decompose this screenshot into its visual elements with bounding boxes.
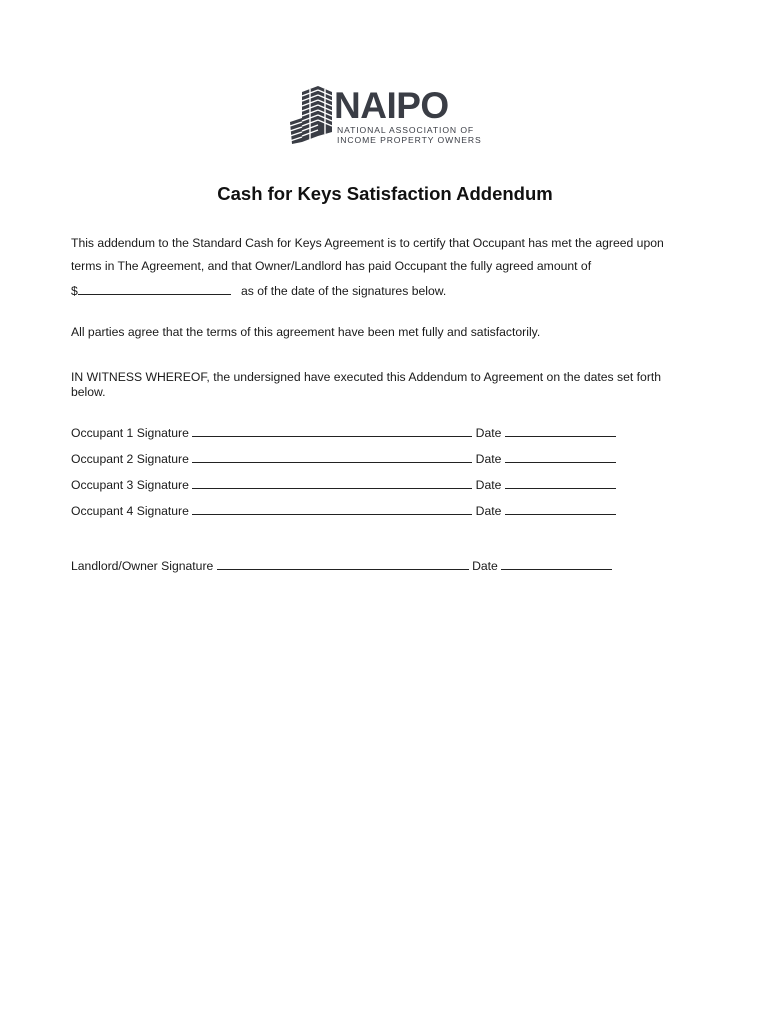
signature-line[interactable] <box>192 450 472 463</box>
date-label: Date <box>475 504 502 518</box>
witness-line-2: below. <box>71 385 106 399</box>
amount-line <box>71 282 446 299</box>
signature-row-occupant-4 <box>71 502 616 519</box>
agreement-statement: All parties agree that the terms of this agreement have been met fully and satisfactorily. <box>71 325 541 339</box>
logo-subtitle-line2: INCOME PROPERTY OWNERS <box>337 135 482 145</box>
naipo-logo <box>288 85 482 145</box>
logo-wordmark: NAIPO <box>334 85 449 126</box>
witness-line-1: IN WITNESS WHEREOF, the undersigned have executed this Addendum to Agreement on the dates set forth <box>71 370 662 384</box>
signature-line[interactable] <box>192 424 472 437</box>
date-label: Date <box>475 478 502 492</box>
signature-row-occupant-3 <box>71 476 616 493</box>
signature-label: Occupant 2 Signature <box>71 452 189 466</box>
building-logo-icon <box>288 86 338 144</box>
currency-symbol: $ <box>71 284 78 298</box>
signature-label: Occupant 3 Signature <box>71 478 189 492</box>
document-title: Cash for Keys Satisfaction Addendum <box>217 183 553 204</box>
date-label: Date <box>475 452 502 466</box>
logo-subtitle-line1: NATIONAL ASSOCIATION OF <box>337 125 475 135</box>
date-label: Date <box>475 426 502 440</box>
date-line[interactable] <box>501 557 612 570</box>
signature-line[interactable] <box>192 502 472 515</box>
signature-label: Occupant 4 Signature <box>71 504 189 518</box>
date-line[interactable] <box>505 476 616 489</box>
date-line[interactable] <box>505 502 616 515</box>
signature-line[interactable] <box>217 557 469 570</box>
amount-suffix: as of the date of the signatures below. <box>240 284 447 298</box>
signature-row-occupant-2 <box>71 450 616 467</box>
signature-line[interactable] <box>192 476 472 489</box>
intro-line-1: This addendum to the Standard Cash for Keys Agreement is to certify that Occupant has met the agreed upon <box>71 236 664 250</box>
date-line[interactable] <box>505 450 616 463</box>
date-label: Date <box>472 559 498 573</box>
signature-row-landlord <box>71 557 612 574</box>
signature-label: Landlord/Owner Signature <box>71 559 214 573</box>
signature-row-occupant-1 <box>71 424 616 441</box>
amount-blank[interactable] <box>78 282 231 295</box>
intro-line-2: terms in The Agreement, and that Owner/Landlord has paid Occupant the fully agreed amount of <box>71 259 592 273</box>
date-line[interactable] <box>505 424 616 437</box>
signature-label: Occupant 1 Signature <box>71 426 189 440</box>
